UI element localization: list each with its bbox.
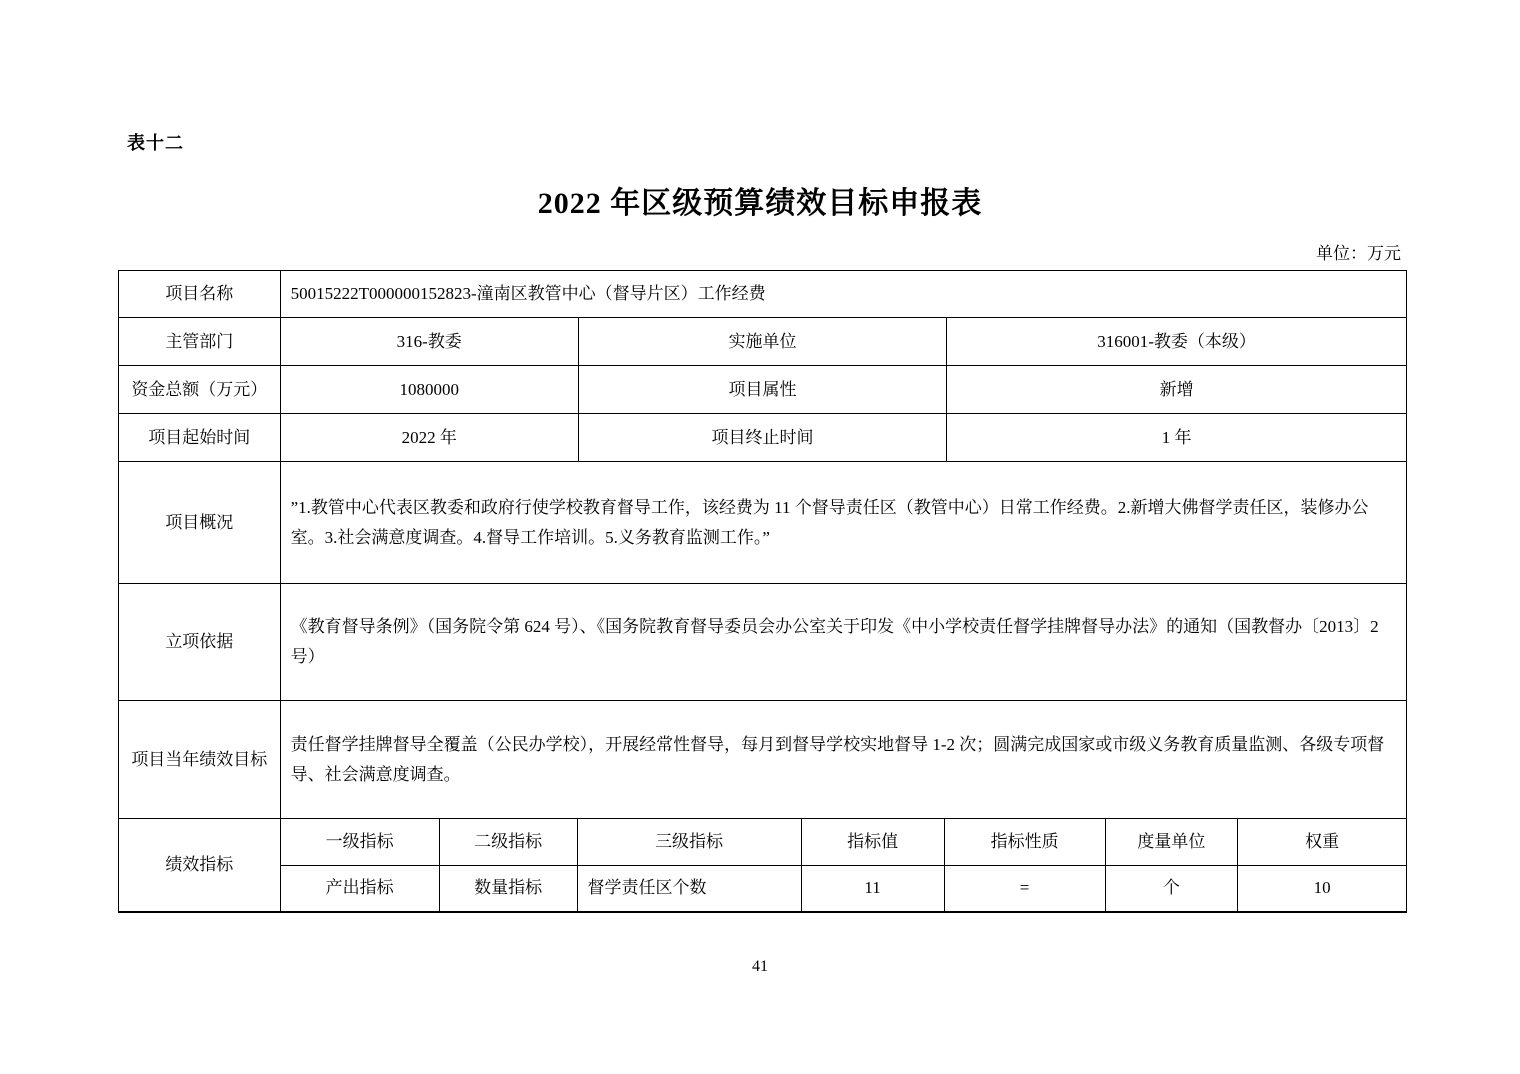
header-weight: 权重	[1238, 819, 1407, 866]
value-implementing-unit: 316001-教委（本级）	[947, 318, 1407, 366]
page-title: 2022 年区级预算绩效目标申报表	[537, 187, 983, 220]
table-row	[119, 462, 1407, 584]
unit-note: 单位：万元	[1316, 244, 1401, 263]
value-end-time: 1 年	[947, 414, 1407, 462]
label-project-attribute: 项目属性	[578, 366, 946, 414]
label-start-time: 项目起始时间	[119, 414, 281, 462]
cell-level1-indicator: 产出指标	[280, 866, 439, 912]
value-project-attribute: 新增	[947, 366, 1407, 414]
budget-form-table	[118, 270, 1407, 913]
cell-weight: 10	[1238, 866, 1407, 912]
value-project-basis: 《教育督导条例》（国务院令第 624 号）、《国务院教育督导委员会办公室关于印发《中小学校责任督学挂牌督导办法》的通知（国教督办〔2013〕2 号）	[280, 584, 1406, 701]
table-row	[119, 584, 1407, 701]
cell-indicator-value: 11	[801, 866, 944, 912]
value-annual-performance-target: 责任督学挂牌督导全覆盖（公民办学校），开展经常性督导，每月到督导学校实地督导 1-2 次；圆满完成国家或市级义务教育质量监测、各级专项督导、社会满意度调查。	[280, 701, 1406, 819]
table-row	[119, 701, 1407, 819]
cell-measurement-unit: 个	[1105, 866, 1238, 912]
table-row	[119, 366, 1407, 414]
label-total-funds: 资金总额（万元）	[119, 366, 281, 414]
label-annual-performance-target: 项目当年绩效目标	[119, 701, 281, 819]
label-project-basis: 立项依据	[119, 584, 281, 701]
page-number: 41	[752, 958, 768, 975]
header-level1-indicator: 一级指标	[280, 819, 439, 866]
header-measurement-unit: 度量单位	[1105, 819, 1238, 866]
header-level2-indicator: 二级指标	[439, 819, 577, 866]
label-end-time: 项目终止时间	[578, 414, 946, 462]
header-indicator-value: 指标值	[801, 819, 944, 866]
cell-level3-indicator: 督学责任区个数	[577, 866, 801, 912]
cell-indicator-nature: =	[944, 866, 1105, 912]
form-number-label: 表十二	[127, 133, 184, 153]
value-project-overview: ”1.教管中心代表区教委和政府行使学校教育督导工作，该经费为 11 个督导责任区（教管中心）日常工作经费。2.新增大佛督学责任区，装修办公室。3.社会满意度调查。4.督导工作培训。5.义务教育监测工作。”	[280, 462, 1406, 584]
project-info-table	[118, 270, 1407, 819]
indicators-data-row	[119, 866, 1407, 912]
value-total-funds: 1080000	[280, 366, 578, 414]
value-competent-department: 316-教委	[280, 318, 578, 366]
value-start-time: 2022 年	[280, 414, 578, 462]
header-level3-indicator: 三级指标	[577, 819, 801, 866]
value-project-name: 50015222T000000152823-潼南区教管中心（督导片区）工作经费	[280, 271, 1406, 318]
label-competent-department: 主管部门	[119, 318, 281, 366]
header-indicator-nature: 指标性质	[944, 819, 1105, 866]
table-row	[119, 318, 1407, 366]
performance-indicators-table	[118, 818, 1407, 913]
label-implementing-unit: 实施单位	[578, 318, 946, 366]
label-project-overview: 项目概况	[119, 462, 281, 584]
table-row	[119, 414, 1407, 462]
table-row	[119, 271, 1407, 318]
cell-level2-indicator: 数量指标	[439, 866, 577, 912]
label-performance-indicators: 绩效指标	[119, 819, 281, 912]
label-project-name: 项目名称	[119, 271, 281, 318]
indicators-header-row	[119, 819, 1407, 866]
